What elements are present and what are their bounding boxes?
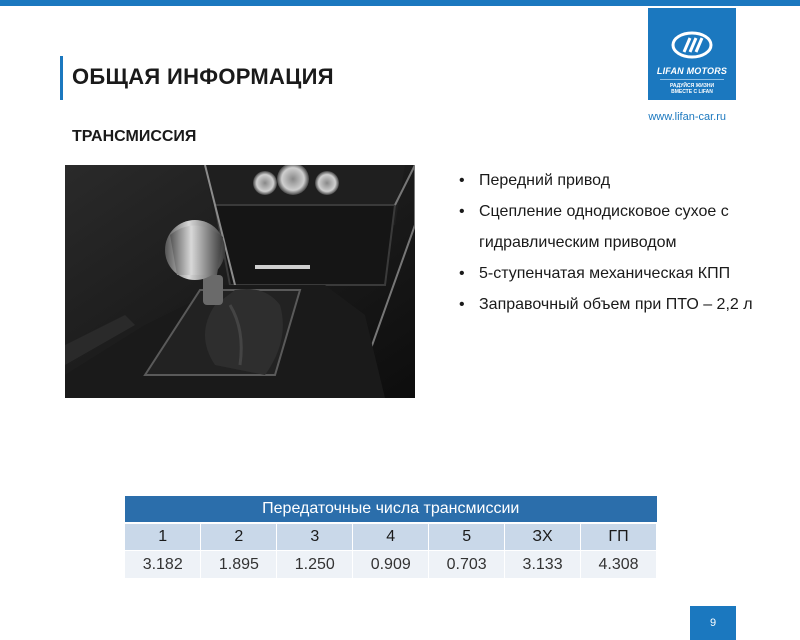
logo-brand-text: LIFAN MOTORS <box>656 66 728 76</box>
bullet-text: Заправочный объем при ПТО – 2,2 л <box>479 296 753 313</box>
table-cell: 0.703 <box>429 551 505 579</box>
table-cell: 3.182 <box>125 551 201 579</box>
title-accent-line <box>60 56 63 100</box>
page-number: 9 <box>709 617 717 629</box>
logo-slogan-line2: ВМЕСТЕ С LIFAN <box>671 89 713 95</box>
page-title: ОБЩАЯ ИНФОРМАЦИЯ <box>72 64 334 89</box>
logo-slogan <box>670 83 714 95</box>
top-accent-bar <box>0 0 800 6</box>
page-number-badge <box>690 606 736 640</box>
gear-ratio-table <box>125 496 657 578</box>
table-header-cell: 5 <box>429 523 505 551</box>
logo-slogan-line1: РАДУЙСЯ ЖИЗНИ <box>669 83 715 89</box>
table-header-cell: 4 <box>353 523 429 551</box>
table-header-row <box>125 523 657 551</box>
table-cell: 1.895 <box>201 551 277 579</box>
table-cell: 4.308 <box>581 551 657 579</box>
lifan-emblem-icon <box>670 30 714 60</box>
table-cell: 1.250 <box>277 551 353 579</box>
table-row <box>125 551 657 579</box>
lifan-logo[interactable] <box>648 8 736 100</box>
list-item: • Передний привод <box>459 172 611 189</box>
table-header-cell: ЗХ <box>505 523 581 551</box>
list-item: • Сцепление однодисковое сухое с гидравлическим приводом <box>459 203 729 251</box>
bullet-text: Сцепление однодисковое сухое с гидравлическим приводом <box>479 203 729 251</box>
table-header-cell: ГП <box>581 523 657 551</box>
list-item: • Заправочный объем при ПТО – 2,2 л <box>459 296 753 313</box>
table-caption: Передаточные числа трансмиссии <box>125 496 657 523</box>
section-title: ТРАНСМИССИЯ <box>72 128 197 145</box>
gear-shifter-photo <box>65 165 415 398</box>
bullet-text: 5-ступенчатая механическая КПП <box>479 265 731 282</box>
table-cell: 0.909 <box>353 551 429 579</box>
table-header-cell: 3 <box>277 523 353 551</box>
logo-divider <box>660 79 724 80</box>
table-header-cell: 1 <box>125 523 201 551</box>
transmission-specs-list <box>455 165 755 320</box>
table-cell: 3.133 <box>505 551 581 579</box>
site-url-link[interactable]: www.lifan-car.ru <box>648 111 726 123</box>
bullet-text: Передний привод <box>479 172 611 189</box>
list-item: • 5-ступенчатая механическая КПП <box>459 265 731 282</box>
table-header-cell: 2 <box>201 523 277 551</box>
